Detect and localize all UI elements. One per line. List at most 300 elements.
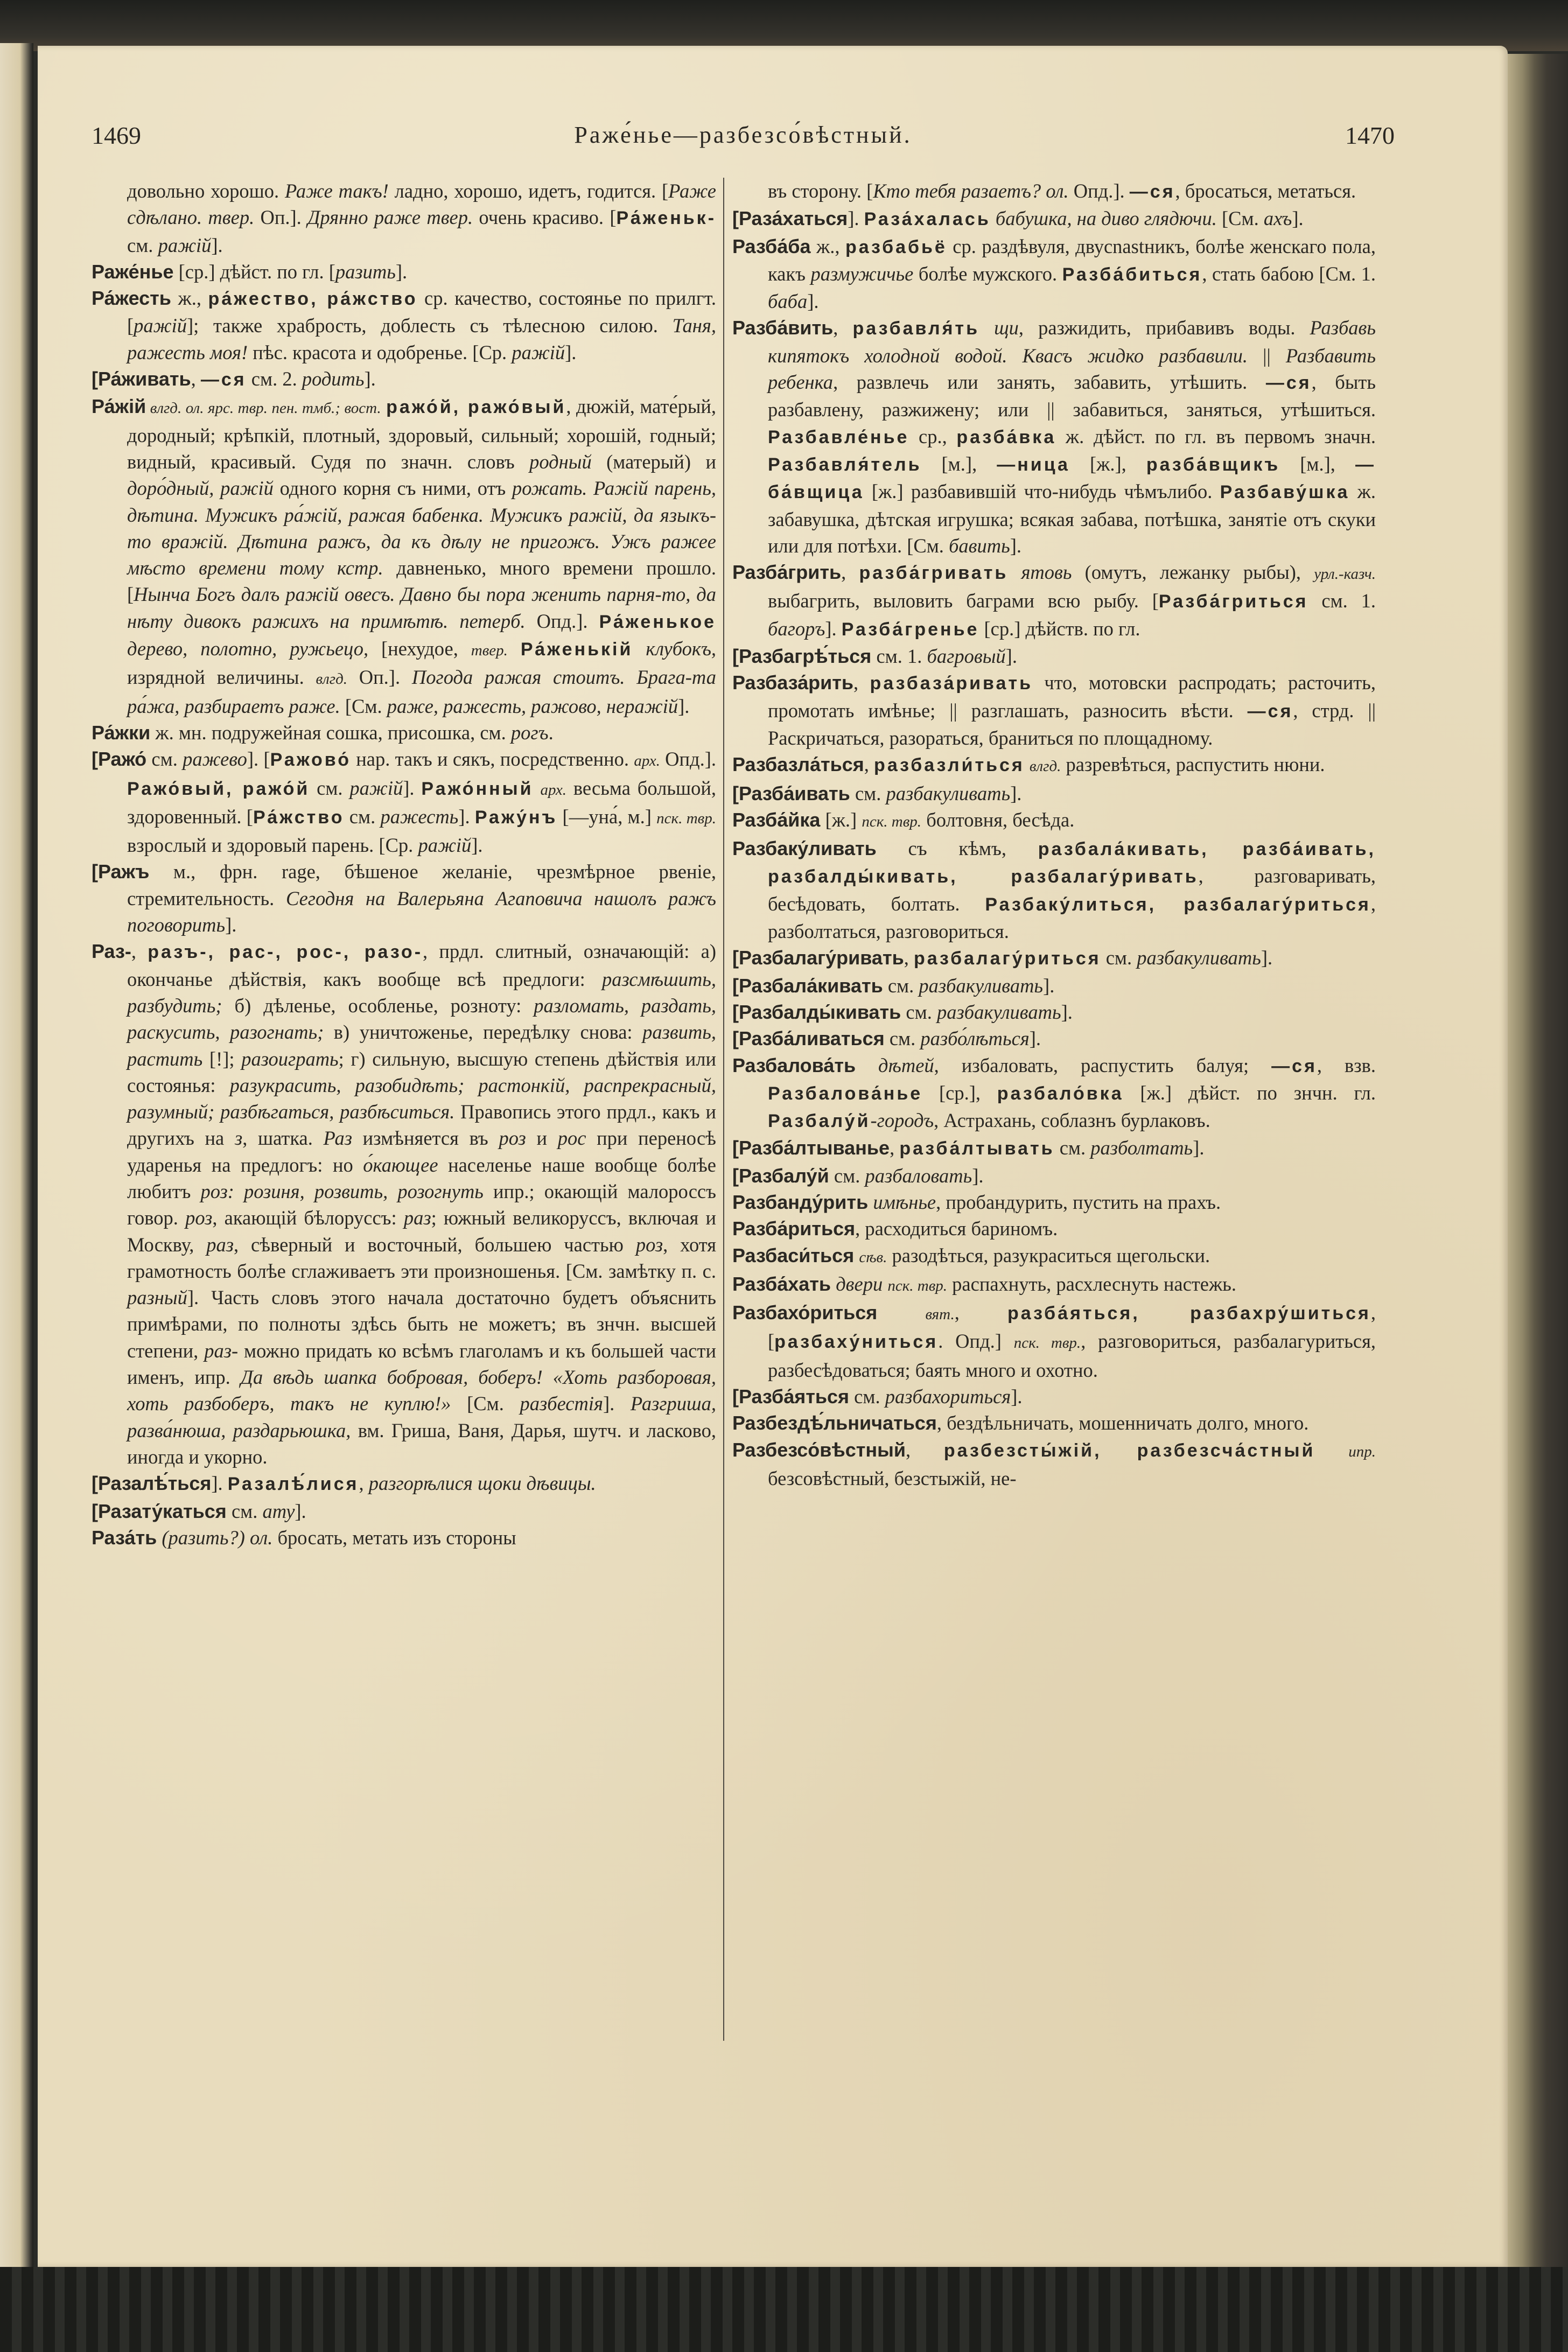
definition-text: , прдл. слитный, означающій: а) окончанье дѣйствія, какъ вообще всѣ предлоги:	[127, 940, 717, 990]
definition-text	[868, 1191, 873, 1213]
example-italic: городъ	[877, 1109, 934, 1132]
dictionary-entry	[92, 1524, 716, 1551]
definition-text: (омутъ, лежанку рыбы),	[1072, 561, 1314, 584]
example-italic: развить, растить	[127, 1021, 717, 1070]
definition-text: , пробандурить, пустить на прахъ.	[936, 1191, 1221, 1213]
definition-text: [См.	[1216, 207, 1264, 230]
definition-text: [м.],	[921, 452, 997, 475]
definition-text: ,	[905, 1438, 944, 1461]
region-label: влгд. ол. ярс. твр. пен. тмб.; вост.	[146, 400, 381, 417]
example-italic: родить	[302, 368, 365, 390]
example-italic: разбакуливать	[886, 782, 1011, 804]
definition-text: болтовня, бесѣда.	[921, 808, 1075, 831]
definition-text: бросать, метать изъ стороны	[272, 1526, 516, 1549]
dictionary-entry	[732, 1025, 1376, 1052]
example-italic: дѣтей	[878, 1054, 934, 1076]
example-italic: разить	[335, 260, 396, 283]
definition-text: .	[548, 721, 554, 744]
region-label: сѣв.	[859, 1248, 887, 1266]
headword: [Разату́каться	[92, 1500, 227, 1522]
derived-form: Разбаву́шка	[1220, 482, 1350, 503]
headword: Разбаку́ливать	[732, 837, 877, 860]
example-italic: ахъ	[1263, 207, 1292, 230]
region-label: пск. твр.	[1013, 1334, 1081, 1352]
dictionary-entry	[732, 559, 1376, 643]
region-label: пск. твр.	[656, 809, 717, 827]
definition-text: ,	[853, 671, 870, 694]
definition-text: [ср.],	[922, 1081, 997, 1104]
definition-text: м., фрн. rage, бѣшеное желаніе, чрезмѣрное рвеніе, стремительность.	[127, 860, 716, 909]
headword: Раже́нье	[92, 260, 174, 283]
definition-text: см.	[310, 776, 350, 799]
definition-text: ипр.; окающій малороссъ говор.	[127, 1180, 716, 1229]
definition-text: [См.	[451, 1392, 520, 1415]
definition-text: болѣе мужского.	[913, 262, 1062, 285]
definition-text: ].	[678, 695, 690, 717]
example-italic: раз	[206, 1233, 234, 1256]
definition-text: ].	[471, 834, 483, 857]
derived-form: Ра́женькое	[599, 611, 716, 632]
definition-text: ].	[972, 1164, 984, 1187]
derived-form: разба́вка	[956, 426, 1056, 447]
example-italic: разоиграть	[241, 1047, 339, 1070]
column-divider	[723, 178, 724, 2041]
definition-text: ].	[1261, 947, 1273, 969]
headword: Разбахо́риться	[732, 1301, 878, 1324]
definition-text: , быть разбавлену, разжижену; или || забавиться, заняться, утѣшиться.	[768, 371, 1376, 421]
region-label: вят.	[925, 1306, 955, 1324]
dictionary-entry	[92, 393, 716, 719]
headword: [Разба́яться	[732, 1385, 850, 1408]
definition-text: ].	[295, 1500, 306, 1522]
example-italic: разбакуливать	[1137, 947, 1261, 969]
derived-form: —ница	[997, 454, 1070, 475]
definition-text: съ кѣмъ,	[876, 837, 1038, 860]
definition-text: ].	[1010, 534, 1022, 557]
definition-text	[831, 1273, 836, 1295]
definition-text: [ср.] дѣйст. по гл. [	[173, 260, 335, 283]
derived-form: Разба́гренье	[841, 619, 979, 640]
definition-text: , разговориться, разбалагуриться, разбесѣдоваться; баять много и охотно.	[768, 1330, 1376, 1381]
definition-text: см.	[884, 1027, 921, 1050]
dictionary-page	[38, 46, 1508, 2267]
dictionary-entry	[732, 972, 1376, 999]
definition-text: ].	[458, 805, 475, 828]
definition-text: ср. качество, состоянье по прилгт. [	[127, 287, 717, 337]
dictionary-entry	[92, 938, 716, 1470]
running-title: Раже́нье—разбезсо́вѣстный.	[574, 122, 912, 148]
definition-text: разревѣться, распустить нюни.	[1061, 753, 1325, 776]
derived-form: разъ-, рас-, рос-, разо-	[148, 942, 423, 963]
region-label: влгд.	[316, 670, 347, 688]
example-italic: Раже сдѣлано. твер.	[127, 180, 716, 229]
definition-text: , [	[768, 1301, 1376, 1353]
derived-form: —ба́вщица	[768, 454, 1376, 503]
definition-text: см.	[127, 234, 158, 256]
derived-form: Ражово́	[270, 750, 351, 771]
dictionary-entry	[92, 719, 716, 746]
definition-text: ].	[1292, 207, 1304, 230]
definition-text: , бездѣльничать, мошенничать долго, много.	[936, 1412, 1309, 1434]
derived-form: разба́вщикъ	[1146, 454, 1280, 475]
derived-form: разбаза́ривать	[870, 673, 1033, 694]
definition-text: одного корня съ ними, отъ	[273, 477, 512, 500]
definition-text: вм. Гриша, Ваня, Дарья, шутч. и ласково, иногда и укорно.	[127, 1419, 716, 1468]
dictionary-entry	[732, 1383, 1376, 1410]
headword: [Разба́ивать	[732, 782, 850, 804]
derived-form: Разбавля́тель	[768, 454, 922, 475]
definition-text: [ср.] дѣйств. по гл.	[979, 617, 1140, 640]
derived-form: разбалагу́риться	[913, 948, 1101, 969]
derived-form: Разбалова́нье	[768, 1083, 923, 1104]
definition-text: безсовѣстный, безстыжій, не-	[768, 1467, 1017, 1489]
derived-form: Разалѣ́лися	[227, 1474, 359, 1495]
region-label: пск. твр.	[887, 1277, 948, 1294]
example-italic: о́кающее	[363, 1153, 438, 1176]
headword: Разба́грить	[732, 561, 842, 584]
dictionary-entry	[92, 366, 716, 393]
page-number-left: 1469	[92, 122, 141, 149]
definition-text: ].	[807, 290, 819, 313]
headword: Разбазла́ться	[732, 753, 864, 776]
derived-form: Раза́халась	[864, 209, 991, 230]
example-italic: роз: розиня, розвить, розогнуть	[200, 1180, 484, 1202]
definition-text: [—уна́, м.]	[557, 805, 657, 828]
headword: Разба́ба	[732, 235, 811, 257]
facing-page-edge	[0, 43, 33, 2267]
definition-text: ; южный великоруссъ, включая и Москву,	[127, 1207, 716, 1256]
definition-text: ,	[191, 368, 201, 390]
definition-text: в) уничтоженье, передѣлку снова:	[324, 1021, 643, 1044]
derived-form: Ра́женьк-	[616, 208, 717, 229]
definition-text: , дюжій, мате́рый, дородный; крѣпкій, плотный, здоровый, сильный; хорошій, годный; видный, красивый. Судя по значн. словъ	[127, 395, 717, 473]
dictionary-entry	[732, 1437, 1376, 1492]
definition-text: ,	[833, 317, 853, 339]
derived-form: ра́жество, ра́жство	[208, 289, 418, 310]
definition-text: ж. мн. подружейная сошка, присошка, см.	[150, 721, 511, 744]
book-cover-bottom	[0, 2267, 1568, 2352]
example-italic: разбо́лѣться	[920, 1027, 1030, 1050]
definition-text: см. 1.	[871, 645, 927, 668]
dictionary-entry	[732, 944, 1376, 972]
definition-text: Опд.].	[1068, 180, 1130, 202]
definition-text: , взв.	[1317, 1054, 1376, 1076]
derived-form: —ся	[1247, 701, 1293, 722]
dictionary-entry	[732, 1242, 1376, 1271]
dictionary-entry	[92, 1498, 716, 1524]
dictionary-entry	[92, 1470, 716, 1497]
dictionary-entry	[732, 643, 1376, 669]
definition-text: см.	[226, 1500, 263, 1522]
definition-text: [нехудое,	[368, 638, 471, 660]
example-italic: раз-	[204, 1339, 239, 1362]
derived-form: Ражу́нъ	[474, 807, 558, 828]
example-italic: Да вѣдь шапка бобровая, боберъ! «Хоть разборовая, хоть разбоберъ, такъ не куплю!»	[127, 1366, 716, 1415]
example-italic: имѣнье	[873, 1191, 936, 1213]
example-italic: родный	[529, 450, 592, 473]
region-label: пск. твр.	[862, 813, 922, 830]
definition-text	[854, 1244, 859, 1266]
definition-text: [м.],	[1280, 452, 1355, 475]
definition-text: ,	[904, 947, 914, 969]
running-header	[38, 121, 1508, 153]
example-italic: Нынча Богъ далъ ражій овесъ. Давно бы пора женить парня-то, да нѣту дивокъ ражихъ на примѣтѣ. петерб.	[127, 583, 716, 632]
example-italic: Сегодня на Валерьяна Агаповича нашолъ ражъ поговорить	[127, 887, 716, 936]
definition-text: см.	[829, 1164, 865, 1187]
headword: [Разбала́кивать	[732, 974, 883, 997]
example-italic: ату	[262, 1500, 295, 1522]
example-italic: разбахориться	[885, 1385, 1011, 1408]
definition-text: см.	[1101, 947, 1137, 969]
region-label: урл.-казч.	[1314, 565, 1376, 583]
region-label: ипр.	[1348, 1443, 1376, 1460]
example-italic: Погода ражая стоитъ. Брага-та ра́жа, разбираетъ раже.	[127, 666, 716, 717]
page-number-right: 1470	[1345, 122, 1395, 149]
example-italic: Разбавить ребенка	[768, 344, 1376, 394]
definition-text: и	[526, 1127, 558, 1150]
region-label: арх.	[540, 781, 567, 799]
example-italic: багоръ	[768, 617, 825, 640]
example-italic: ражій	[349, 776, 403, 799]
example-italic: щи	[994, 317, 1019, 339]
definition-text	[1315, 1439, 1348, 1461]
example-italic: разукрасить, разобидѣть; растонкій, распрекрасный, разумный; разбѣгаться, разбѣситься.	[127, 1074, 716, 1123]
dictionary-entry	[92, 285, 716, 366]
definition-text: распахнуть, расхлеснуть настежь.	[947, 1272, 1236, 1295]
definition-text: , расходиться бариномъ.	[855, 1217, 1058, 1240]
headword: Ра́жій	[92, 395, 146, 418]
headword: Разба́йка	[732, 808, 821, 831]
definition-text: ; г) сильную, высшую степень дѣйствія или состоянья:	[127, 1047, 716, 1096]
dictionary-entry	[732, 1052, 1376, 1135]
definition-text: , разговаривать, бесѣдовать, болтать.	[768, 865, 1376, 915]
definition-text: выбагрить, выловить баграми всю рыбу. [	[768, 590, 1159, 612]
definition-text: см.	[344, 805, 381, 828]
derived-form: разбало́вка	[997, 1083, 1124, 1104]
definition-text: населенье наше вообще болѣе любитъ	[127, 1153, 716, 1202]
definition-text	[883, 1273, 887, 1295]
definition-text: ].	[1010, 782, 1022, 804]
example-italic: размужичье	[810, 262, 914, 285]
dictionary-entry	[732, 669, 1376, 751]
definition-text: ].	[1011, 1385, 1023, 1408]
dictionary-entry	[732, 233, 1376, 315]
dictionary-entry	[732, 1271, 1376, 1299]
definition-text: , акающій бѣлоруссъ:	[212, 1207, 404, 1229]
definition-text: ].	[211, 234, 223, 256]
example-italic: Дрянно раже твер.	[307, 206, 473, 229]
definition-text: б) дѣленье, особленье, розноту:	[222, 994, 534, 1017]
definition-text: весьма большой, здоровенный. [	[127, 776, 716, 828]
derived-form: Разбаку́литься, разбалагу́риться	[985, 894, 1371, 915]
definition-text: ].	[1005, 645, 1017, 668]
definition-text: ,	[890, 1137, 900, 1159]
definition-text: -	[870, 1109, 877, 1132]
example-italic: раз	[403, 1207, 431, 1229]
derived-form: —ся	[200, 369, 247, 390]
example-italic: ражесть	[380, 805, 459, 828]
definition-text: ж.,	[171, 287, 208, 310]
headword: Разбаза́рить	[732, 671, 854, 694]
example-italic: ражій	[512, 341, 565, 363]
left-column	[92, 178, 716, 1551]
derived-form: разбавля́ть	[852, 318, 979, 339]
definition-text: см.	[146, 748, 183, 771]
example-italic: раже, ражесть, ражово, неражій	[387, 695, 678, 717]
example-italic: разбакуливать	[936, 1000, 1061, 1023]
region-label: арх.	[634, 752, 660, 770]
definition-text	[856, 1054, 878, 1076]
derived-form: —ся	[1129, 181, 1175, 202]
example-italic: Кто тебя разаетъ? ол.	[873, 180, 1069, 202]
derived-form: Разбалу́й	[768, 1111, 871, 1132]
dictionary-entry	[732, 1189, 1376, 1215]
example-italic: баба	[768, 290, 808, 313]
derived-form: разбазли́ться	[874, 755, 1025, 776]
definition-text: (матерый) и	[591, 450, 716, 473]
example-italic: багровый	[927, 645, 1006, 668]
definition-text	[381, 395, 386, 417]
definition-text: измѣняется въ	[352, 1127, 499, 1150]
example-italic: бавить	[949, 534, 1010, 557]
example-italic: Таня, ражесть моя!	[127, 314, 716, 363]
definition-text: , избаловать, распустить балуя;	[934, 1054, 1272, 1076]
example-italic: разболтать	[1090, 1137, 1193, 1159]
headword: Раза́ть	[92, 1526, 157, 1549]
derived-form: Разба́биться	[1062, 264, 1202, 285]
headword: Ра́жки	[92, 721, 151, 744]
dictionary-entry	[732, 1163, 1376, 1189]
example-italic: ражій	[418, 834, 472, 857]
derived-form: разбала́кивать, разба́ивать, разбалды́кивать, разбалагу́ривать	[768, 839, 1376, 887]
definition-text: давненько, много времени прошло. [	[127, 557, 716, 606]
definition-text: , сѣверный и восточный, большею частью	[234, 1233, 636, 1256]
definition-text: Опд.].	[660, 748, 716, 771]
definition-text: ].	[848, 207, 864, 230]
definition-text: ].	[603, 1392, 631, 1415]
definition-text: ]. [	[247, 748, 270, 771]
headword: [Разбагрѣ́ться	[732, 645, 872, 668]
definition-text: см.	[883, 974, 919, 997]
definition-text: [ж.],	[1069, 452, 1146, 475]
definition-text: Оп.].	[254, 206, 308, 229]
example-italic: ражій	[134, 314, 187, 337]
derived-form: Ражо́вый, ражо́й	[127, 778, 310, 799]
headword: [Разбалу́й	[732, 1164, 829, 1187]
dictionary-entry	[732, 1135, 1376, 1162]
definition-text: ж. дѣйст. по гл. въ первомъ значн.	[1056, 425, 1376, 447]
definition-text: изрядной величины.	[127, 666, 316, 689]
definition-text	[157, 1527, 162, 1549]
region-label: твер.	[471, 642, 508, 660]
definition-text: ].	[825, 617, 842, 640]
derived-form: Разбавле́нье	[768, 426, 909, 447]
definition-text: ср.,	[909, 425, 957, 447]
derived-form: разбезсты́жій, разбезсча́стный	[943, 1440, 1315, 1461]
definition-text: , разжидить, прибавивъ воды.	[1018, 317, 1310, 339]
definition-text	[979, 317, 994, 339]
headword: Разбездѣ́льничаться	[732, 1412, 937, 1434]
definition-text: Правопись этого прдл., какъ и другихъ на	[127, 1101, 717, 1150]
definition-text: ,	[359, 1472, 369, 1495]
example-italic: ражево	[183, 748, 247, 771]
definition-text: ]. Часть словъ этого начала достаточно будетъ объяснить примѣрами, по полноты здѣсь быть не можетъ; въ знчн. высшей степени,	[127, 1286, 716, 1362]
definition-text	[877, 1301, 925, 1324]
definition-text: въ сторону. [	[768, 180, 873, 202]
right-column	[732, 178, 1376, 1492]
definition-text: , Астрахань, соблазнъ бурлаковъ.	[934, 1109, 1210, 1132]
derived-form: Ра́женькій	[520, 639, 633, 660]
headword: Разбанду́рить	[732, 1191, 869, 1213]
definition-text: можно придать ко всѣмъ глаголамъ и къ большей части именъ, ипр.	[127, 1339, 716, 1389]
example-italic: Раже такъ!	[284, 180, 389, 202]
headword: Разба́хать	[732, 1272, 831, 1295]
definition-text: ср. раздѣвуля, двусnastникъ, болѣе женскаго пола, какъ	[768, 235, 1376, 285]
definition-text: [ж.] разбавившій что-нибудь чѣмълибо.	[864, 480, 1220, 503]
definition-text: ]; также храбрость, доблесть съ тѣлесною силою.	[187, 314, 673, 337]
definition-text: [См.	[340, 695, 387, 717]
headword: Разбалова́ть	[732, 1054, 856, 1076]
definition-text: ].	[364, 368, 376, 390]
derived-form: —ся	[1265, 373, 1312, 394]
definition-text: пѣс. красота и одобренье. [Ср.	[248, 341, 512, 363]
definition-text: , разболтаться, разговориться.	[768, 892, 1376, 943]
dictionary-entry	[732, 807, 1376, 835]
dictionary-entry	[92, 258, 716, 285]
definition-text: ].	[211, 1472, 228, 1495]
headword: [Ра́живать	[92, 368, 191, 390]
example-italic: разломать, раздать, раскусить, разогнать;	[127, 994, 716, 1044]
definition-text: [ж.] дѣйст. по знчн. гл.	[1123, 1081, 1376, 1104]
definition-text: очень красиво. [	[473, 206, 617, 229]
headword: Разба́вить	[732, 317, 834, 339]
definition-text: ].	[1043, 974, 1055, 997]
headword: [Разбалагу́ривать	[732, 947, 904, 969]
derived-form: разба́лтывать	[899, 1138, 1055, 1159]
definition-text: , шатка.	[242, 1127, 324, 1150]
book-cover-top	[0, 0, 1568, 51]
example-italic: рогъ	[510, 721, 549, 744]
dictionary-entry	[92, 178, 716, 258]
example-italic: клубокъ,	[646, 638, 717, 660]
definition-text: [!];	[202, 1047, 242, 1070]
dictionary-entry	[732, 205, 1376, 233]
definition-text: ].	[395, 260, 408, 283]
dictionary-entry	[732, 751, 1376, 780]
headword: [Разбалды́кивать	[732, 1000, 901, 1023]
definition-text: ].	[1193, 1137, 1205, 1159]
derived-form: разба́гривать	[859, 563, 1009, 584]
page-stack-edge	[1508, 54, 1568, 2272]
example-italic: ражій	[158, 234, 212, 256]
definition-text: , хотя грамотность болѣе сглаживаетъ эти произношенья. [См. замѣтку п. с.	[127, 1233, 717, 1282]
example-italic: разный	[127, 1286, 187, 1309]
definition-text: см.	[901, 1000, 937, 1023]
definition-text: ж.,	[810, 235, 845, 257]
definition-text	[534, 777, 541, 799]
definition-text: что, мотовски распродать; расточить, промотать имѣнье; || разглашать, разносить вѣсти.	[768, 671, 1376, 722]
definition-text: . Опд.]	[938, 1330, 1014, 1353]
derived-form: Разба́гриться	[1158, 591, 1308, 612]
example-italic: рожать. Ражій парень, дѣтина. Мужикъ ра́жій, ражая бабенка. Мужикъ ражій, да языкъ-то вражій. Дѣтина ражъ, да къ дѣлу не пригожъ. Ужъ ражее мѣсто времени тому кстр.	[127, 477, 716, 579]
headword: [Ражо́	[92, 748, 147, 771]
derived-form: разбабьё	[845, 236, 947, 257]
definition-text	[991, 207, 996, 229]
headword: Разбаси́ться	[732, 1244, 855, 1266]
definition-text: ,	[131, 940, 148, 963]
definition-text: , развлечь или занять, забавить, утѣшить.	[833, 371, 1266, 394]
example-italic: Раз	[323, 1127, 352, 1150]
